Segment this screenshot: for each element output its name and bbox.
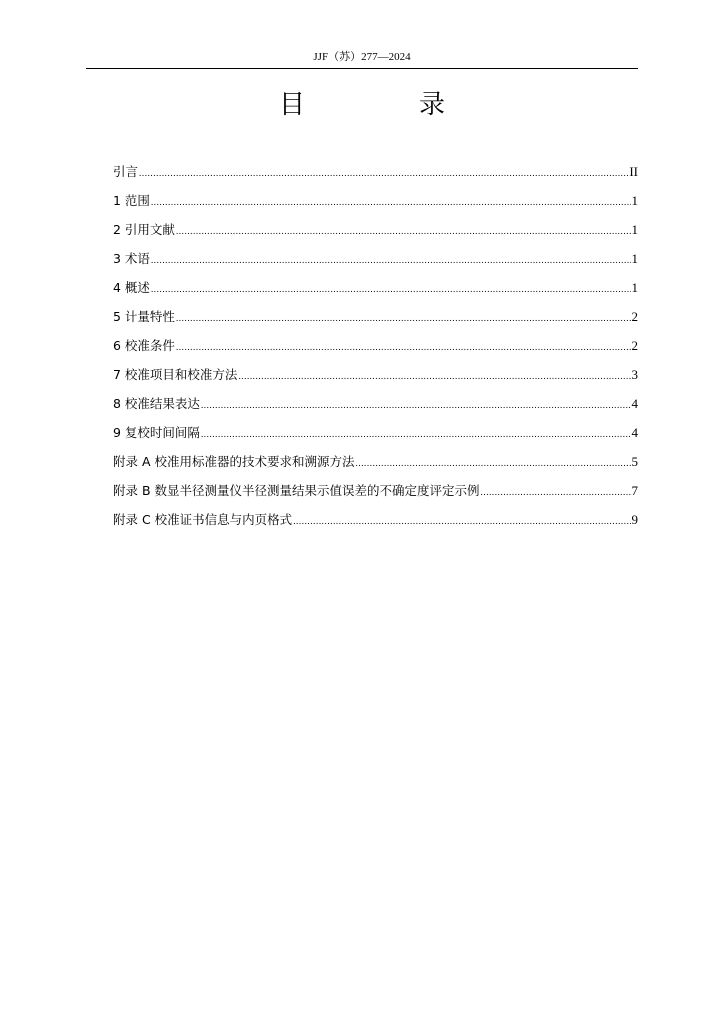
toc-entry-page: 3	[631, 367, 638, 382]
toc-entry-appendix-c[interactable]	[113, 505, 638, 534]
toc-dot-leader	[201, 420, 631, 449]
toc-entry-page: 4	[631, 425, 638, 440]
toc-entry-label: 附录 C 校准证书信息与内页格式	[113, 512, 293, 527]
toc-entry-label: 8 校准结果表达	[113, 396, 200, 411]
toc-entry-metrological-characteristics[interactable]	[113, 302, 638, 331]
toc-entry-label: 6 校准条件	[113, 338, 175, 353]
toc-entry-page: 1	[631, 222, 638, 237]
toc-entry-page: 4	[631, 396, 638, 411]
toc-entry-label: 7 校准项目和校准方法	[113, 367, 238, 382]
toc-dot-leader	[151, 275, 631, 304]
toc-entry-overview[interactable]	[113, 273, 638, 302]
toc-entry-page: 2	[631, 309, 638, 324]
toc-entry-recalibration-interval[interactable]	[113, 418, 638, 447]
toc-dot-leader	[176, 304, 631, 333]
toc-dot-leader	[176, 217, 631, 246]
toc-entry-calibration-results[interactable]	[113, 389, 638, 418]
toc-dot-leader	[151, 188, 631, 217]
toc-entry-terms[interactable]	[113, 244, 638, 273]
toc-entry-calibration-items-methods[interactable]	[113, 360, 638, 389]
toc-entry-label: 5 计量特性	[113, 309, 175, 324]
toc-entry-label: 9 复校时间间隔	[113, 425, 200, 440]
table-of-contents	[113, 157, 638, 534]
toc-entry-label: 引言	[113, 164, 139, 179]
toc-entry-page: 2	[631, 338, 638, 353]
toc-dot-leader	[176, 333, 631, 362]
toc-entry-page: 5	[631, 454, 638, 469]
toc-dot-leader	[293, 507, 630, 536]
toc-dot-leader	[238, 362, 630, 391]
toc-entry-foreword[interactable]	[113, 157, 638, 186]
toc-entry-label: 附录 B 数显半径测量仪半径测量结果示值误差的不确定度评定示例	[113, 483, 480, 498]
toc-title: 目 录	[278, 90, 489, 120]
toc-entry-label: 1 范围	[113, 193, 150, 208]
toc-dot-leader	[356, 449, 631, 478]
toc-entry-page: II	[629, 164, 638, 179]
toc-entry-scope[interactable]	[113, 186, 638, 215]
toc-entry-calibration-conditions[interactable]	[113, 331, 638, 360]
page-header-standard-code: JJF（苏）277—2024	[313, 51, 411, 63]
toc-entry-appendix-a[interactable]	[113, 447, 638, 476]
toc-entry-page: 1	[631, 251, 638, 266]
toc-entry-appendix-b[interactable]	[113, 476, 638, 505]
toc-entry-page: 7	[631, 483, 638, 498]
toc-entry-references[interactable]	[113, 215, 638, 244]
header-rule	[86, 68, 638, 69]
toc-dot-leader	[139, 159, 628, 188]
toc-dot-leader	[151, 246, 631, 275]
toc-entry-page: 1	[631, 193, 638, 208]
toc-entry-label: 4 概述	[113, 280, 150, 295]
toc-entry-label: 2 引用文献	[113, 222, 175, 237]
toc-entry-page: 1	[631, 280, 638, 295]
toc-dot-leader	[201, 391, 631, 420]
toc-entry-label: 附录 A 校准用标准器的技术要求和溯源方法	[113, 454, 355, 469]
toc-dot-leader	[481, 478, 631, 507]
toc-entry-page: 9	[631, 512, 638, 527]
toc-entry-label: 3 术语	[113, 251, 150, 266]
